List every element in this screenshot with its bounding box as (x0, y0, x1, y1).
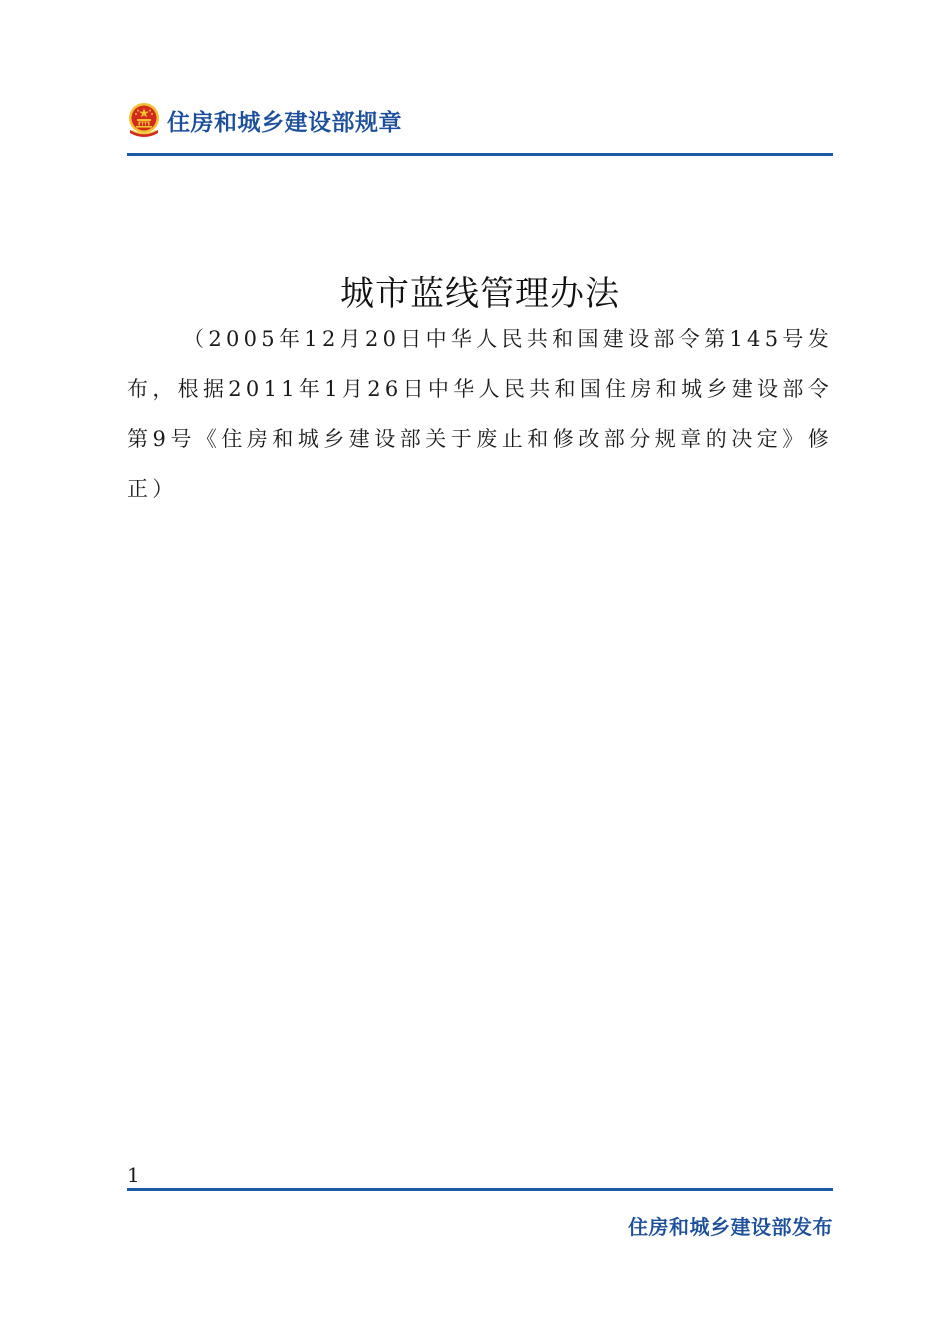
header-title: 住房和城乡建设部规章 (167, 109, 402, 136)
footer-divider (127, 1188, 833, 1191)
page-number: 1 (127, 1163, 140, 1187)
footer-publisher: 住房和城乡建设部发布 (628, 1215, 833, 1239)
header-divider (127, 153, 833, 156)
document-issuance-note: （2005年12月20日中华人民共和国建设部令第145号发布，根据2011年1月26日中华人民共和国住房和城乡建设部令第9号《住房和城乡建设部关于废止和修改部分规章的决定》修正） (127, 327, 833, 501)
page-header (127, 96, 833, 144)
document-title: 城市蓝线管理办法 (340, 274, 620, 314)
national-emblem-icon (127, 102, 161, 138)
